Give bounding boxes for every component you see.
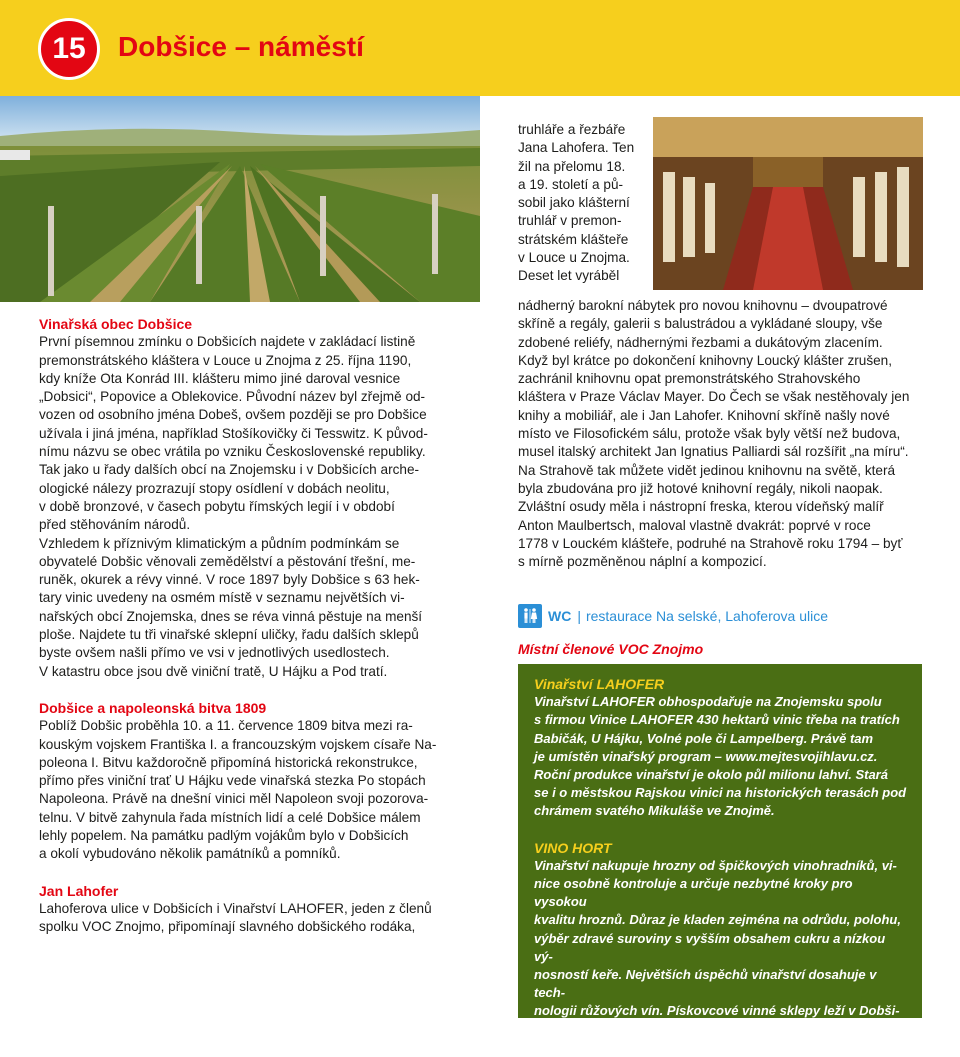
left-column	[39, 315, 441, 937]
section-heading-napoleon-battle: Dobšice a napoleonská bitva 1809	[39, 699, 267, 716]
paragraph-line: 1778 v Louckém klášteře, podruhé na Strahově roku 1794 – byť	[518, 535, 903, 551]
box-line: kde se pěstují odrůdy pro výrobu vín značky VOC Znojmo.	[534, 1039, 895, 1055]
members-box	[518, 664, 922, 1055]
wc-label: WC	[548, 608, 572, 624]
right-column	[518, 297, 922, 571]
paragraph-line: telnu. V bitvě zahynula řada místních lidí a celé Dobšice málem	[39, 809, 421, 825]
paragraph-line: Lahoferova ulice v Dobšicích i Vinařství LAHOFER, jeden z členů	[39, 900, 432, 916]
page-header	[0, 0, 960, 96]
vineyard-photo	[0, 96, 480, 302]
paragraph-line: strátském klášteře	[518, 231, 629, 247]
box-line: chrámem svatého Mikuláše ve Znojmě.	[534, 803, 775, 819]
paragraph-line: Tak jako u řady dalších obcí na Znojemsku i v Dobšicích arche-	[39, 462, 420, 478]
paragraph-line: Anton Maulbertsch, maloval vlastně dvakrát: poprvé v roce	[518, 517, 871, 533]
box-line: Babičák, U Hájku, Volné pole či Lampelberg. Právě tam	[534, 730, 874, 746]
paragraph-line: knihy a mobiliář, ale i Jan Lahofer. Knihovní skříně našly nové	[518, 407, 890, 423]
paragraph-line: nařských obcí Znojemska, dnes se réva vinná pěstuje na menší	[39, 608, 423, 624]
box-line: se i o městskou Rajskou vinici na historických terasách pod	[534, 785, 907, 801]
winery-heading-lahofer: Vinařství LAHOFER	[534, 676, 665, 692]
paragraph-line: tary vinic uvedeny na osmém místě v seznamu největších vi-	[39, 590, 405, 606]
info-separator: |	[577, 608, 581, 624]
paragraph-line: Zvláštní osudy měla i nástropní freska, kterou vídeňský malíř	[518, 499, 884, 515]
paragraph-line: obyvatelé Dobšic věnovali zemědělství a pěstování třešní, me-	[39, 553, 416, 569]
box-line: nologii růžových vín. Pískovcové vinné sklepy leží v Dobši-	[534, 1003, 900, 1019]
box-line: Vinařství nakupuje hrozny od špičkových vinohradníků, vi-	[534, 857, 897, 873]
paragraph-line: premonstrátského kláštera v Louce u Znojma z 25. října 1190,	[39, 352, 412, 368]
paragraph-line: Poblíž Dobšic proběhla 10. a 11. července 1809 bitva mezi ra-	[39, 718, 413, 734]
paragraph-line: byla zbudována pro již hotové knihovní regály, nikoli naopak.	[518, 480, 883, 496]
paragraph-line: užívala i jiná jména, například Stošíkovičky či Tesswitz. K původ-	[39, 425, 428, 441]
paragraph-line: Napoleona. Právě na dnešní vinici měl Napoleon svoji pozorova-	[39, 791, 429, 807]
section-heading-jan-lahofer: Jan Lahofer	[39, 882, 119, 899]
box-line: je umístěn vinařský program – www.mejtesvojihlavu.cz.	[534, 748, 878, 764]
page-title: Dobšice – náměstí	[118, 31, 364, 62]
paragraph-line: kouským vojskem Františka I. a francouzským vojskem císaře Na-	[39, 736, 437, 752]
box-line: s firmou Vinice LAHOFER 430 hektarů vinic třeba na tratích	[534, 712, 900, 728]
box-line: kvalitu hroznů. Důraz je kladen zejména na odrůdu, polohu,	[534, 912, 901, 928]
paragraph-line: v době bronzové, v časech pobytu římských legií i v období	[39, 498, 395, 514]
right-column-top	[518, 121, 640, 286]
paragraph-line: vozen od osobního jména Dobeš, ovšem později se pro Dobšice	[39, 407, 427, 423]
paragraph-line: Deset let vyráběl	[518, 268, 620, 284]
paragraph-line: ploše. Najdete tu tři vinařské sklepní uličky, řadu dalších sklepů	[39, 627, 419, 643]
paragraph-line: lehly popelem. Na památku padlým vojákům bylo v Dobšicích	[39, 828, 409, 844]
box-line: výběr zdravé suroviny s vyšším obsahem cukru a nízkou vý-	[534, 930, 886, 964]
section-heading-wine-village: Vinařská obec Dobšice	[39, 316, 193, 332]
toilet-icon	[518, 604, 542, 628]
paragraph-line: První písemnou zmínku o Dobšicích najdete v zakládací listině	[39, 334, 416, 350]
paragraph-line: truhlář v premon-	[518, 213, 622, 229]
box-line: nosností keře. Největších úspěchů vinařství dosahuje v tech-	[534, 967, 877, 1001]
paragraph-line: musel italský architekt Jan Ignatius Palliardi sál rozšířit „na míru“.	[518, 444, 909, 460]
box-line: nice osobně kontroluje a určuje nezbytné kroky pro vysokou	[534, 876, 853, 910]
page-number-badge: 15	[38, 18, 100, 80]
paragraph-line: v Louce u Znojma.	[518, 250, 630, 266]
paragraph-line: nádherný barokní nábytek pro novou knihovnu – dvoupatrové	[518, 298, 888, 313]
paragraph-line: runěk, okurek a révy vinné. V roce 1897 byly Dobšice s 63 hek-	[39, 572, 420, 588]
paragraph-line: s mírně pozměněnou náplní a kompozicí.	[518, 554, 767, 570]
paragraph-line: Jana Lahofera. Ten	[518, 140, 635, 156]
paragraph-line: Když byl krátce po dokončení knihovny Loucký klášter zrušen,	[518, 352, 893, 368]
library-photo	[653, 117, 923, 290]
paragraph-line: truhláře a řezbáře	[518, 122, 626, 137]
box-line: Vinařství LAHOFER obhospodařuje na Znojemsku spolu	[534, 694, 882, 710]
restaurant-info: restaurace Na selské, Lahoferova ulice	[585, 608, 828, 624]
paragraph-line: před stěhováním národů.	[39, 517, 191, 533]
amenities-info	[518, 604, 828, 628]
box-line: cích u Znojma; v katastru této obce také leží vinice U hájku,	[534, 1021, 901, 1037]
paragraph-line: spolku VOC Znojmo, připomínají slavného dobšického rodáka,	[39, 919, 416, 935]
paragraph-line: kdy kníže Ota Konrád III. klášteru mimo jiné daroval vesnice	[39, 370, 401, 386]
paragraph-line: byste ovšem našli přímo ve vsi v jednotlivých usedlostech.	[39, 645, 390, 661]
paragraph-line: skříně a regály, galerii s balustrádou a vykládané sloupy, vše	[518, 316, 883, 332]
paragraph-line: a okolí vybudováno několik památníků a pomníků.	[39, 846, 341, 862]
members-title: Místní členové VOC Znojmo	[518, 641, 704, 657]
paragraph-line: poleona I. Bitvu každoročně připomíná historická rekonstrukce,	[39, 754, 418, 770]
paragraph-line: Vzhledem k příznivým klimatickým a půdním podmínkám se	[39, 535, 400, 551]
box-line: Roční produkce vinařství je okolo půl milionu lahví. Stará	[534, 767, 888, 783]
paragraph-line: a 19. století a pů-	[518, 176, 624, 192]
paragraph-line: sobil jako klášterní	[518, 195, 630, 211]
paragraph-line: V katastru obce jsou dvě viniční tratě, U Hájku a Pod tratí.	[39, 663, 388, 679]
paragraph-line: žil na přelomu 18.	[518, 158, 626, 174]
paragraph-line: kláštera v Praze Václav Mayer. Do Čech se však nestěhovaly jen	[518, 389, 910, 405]
paragraph-line: zachránil knihovnu opat premonstrátského Strahovského	[518, 371, 861, 387]
paragraph-line: místo ve Filosofickém sálu, protože však byly větší než budova,	[518, 426, 901, 442]
paragraph-line: Na Strahově tak můžete vidět jedinou knihovnu na světě, která	[518, 462, 896, 478]
paragraph-line: přímo přes viniční trať U Hájku vede vinařská stezka Po stopách	[39, 773, 426, 789]
paragraph-line: zdobené reliéfy, nádhernými řezbami a dukátovým zlacením.	[518, 334, 883, 350]
paragraph-line: ologické nálezy prozrazují stopy osídlení v dobách neolitu,	[39, 480, 390, 496]
winery-heading-vino-hort: VINO HORT	[534, 839, 612, 856]
paragraph-line: „Dobsici“, Popovice a Oblekovice. Původní název byl zřejmě od-	[39, 389, 426, 405]
paragraph-line: nímu názvu se obec vrátila po vzniku Československé republiky.	[39, 444, 426, 460]
